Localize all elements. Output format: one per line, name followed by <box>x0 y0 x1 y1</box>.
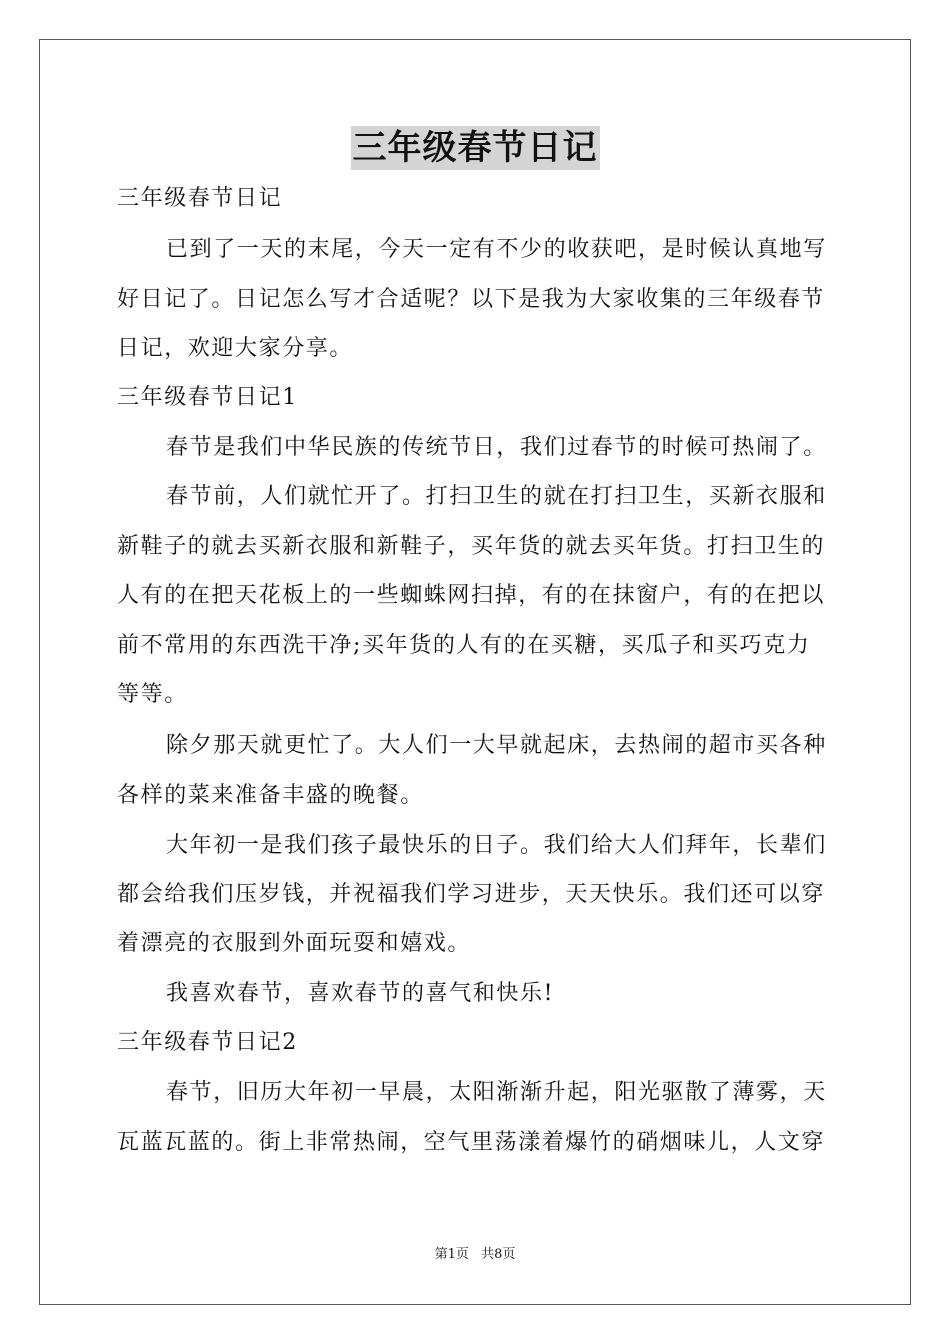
paragraph-line: 春节是我们中华民族的传统节日，我们过春节的时候可热闹了。 <box>166 435 827 460</box>
page-total: 共8页 <box>481 1247 516 1262</box>
title-container <box>0 126 950 170</box>
paragraph-line: 除夕那天就更忙了。大人们一大早就起床，去热闹的超市买各种 <box>166 733 827 758</box>
page-footer <box>0 1247 950 1263</box>
paragraph-line: 着漂亮的衣服到外面玩耍和嬉戏。 <box>117 931 472 956</box>
paragraph-line: 春节前，人们就忙开了。打扫卫生的就在打扫卫生，买新衣服和 <box>166 484 827 509</box>
paragraph-line: 人有的在把天花板上的一些蜘蛛网扫掉，有的在抹窗户，有的在把以 <box>117 583 826 608</box>
paragraph-line: 都会给我们压岁钱，并祝福我们学习进步，天天快乐。我们还可以穿 <box>117 882 826 907</box>
paragraph-line: 瓦蓝瓦蓝的。街上非常热闹，空气里荡漾着爆竹的硝烟味儿，人文穿 <box>117 1130 826 1155</box>
document-title: 三年级春节日记 <box>352 128 598 168</box>
paragraph-line: 日记，欢迎大家分享。 <box>117 336 354 361</box>
paragraph-line: 各样的菜来准备丰盛的晚餐。 <box>117 783 424 808</box>
section-heading: 三年级春节日记1 <box>117 385 298 410</box>
paragraph-line: 等等。 <box>117 682 188 707</box>
paragraph-line: 好日记了。日记怎么写才合适呢？以下是我为大家收集的三年级春节 <box>117 287 826 312</box>
paragraph-line: 前不常用的东西洗干净;买年货的人有的在买糖，买瓜子和买巧克力 <box>117 633 811 658</box>
page-number: 第1页 <box>434 1247 469 1262</box>
paragraph-line: 大年初一是我们孩子最快乐的日子。我们给大人们拜年，长辈们 <box>166 833 827 858</box>
paragraph-line: 已到了一天的末尾，今天一定有不少的收获吧，是时候认真地写 <box>166 237 827 262</box>
paragraph-line: 新鞋子的就去买新衣服和新鞋子，买年货的就去买年货。打扫卫生的 <box>117 534 826 559</box>
paragraph-line: 春节，旧历大年初一早晨，太阳渐渐升起，阳光驱散了薄雾，天 <box>166 1080 827 1105</box>
section-heading: 三年级春节日记2 <box>117 1030 298 1055</box>
page-border <box>39 39 911 1305</box>
paragraph-line: 我喜欢春节，喜欢春节的喜气和快乐! <box>166 981 555 1006</box>
subtitle-line: 三年级春节日记 <box>117 186 283 211</box>
